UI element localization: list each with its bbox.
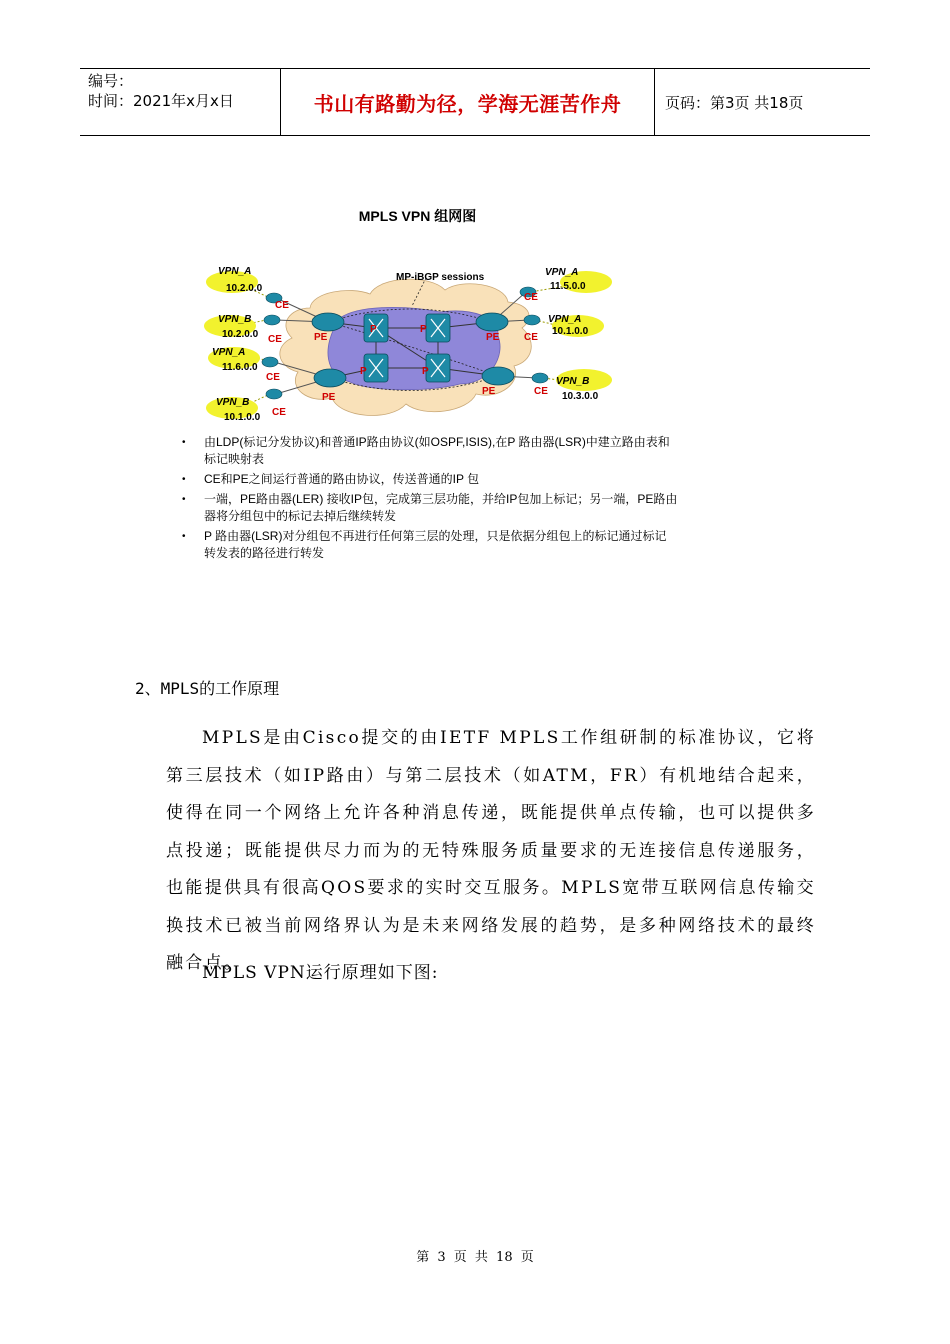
right-site-1-vpn: VPN_A <box>545 267 579 278</box>
pe-label-2: PE <box>322 392 336 403</box>
note-item: • 一端，PE路由器(LER) 接收IP包，完成第三层功能，并给IP包加上标记；另一端，PE路由器将分组包中的标记去掉后继续转发 <box>182 492 678 523</box>
figure-notes <box>178 434 678 565</box>
left-site-1-vpn: VPN_A <box>218 266 252 277</box>
ce-label-l2: CE <box>268 334 282 345</box>
header-meta <box>80 69 281 135</box>
ce-label-l3: CE <box>266 372 280 383</box>
note-item: • 由LDP(标记分发协议)和普通IP路由协议(如OSPF,ISIS),在P 路由器(LSR)中建立路由表和标记映射表 <box>182 435 670 466</box>
note-item: • CE和PE之间运行普通的路由协议，传送普通的IP 包 <box>182 472 480 486</box>
right-site-2-net: 10.1.0.0 <box>552 326 589 337</box>
right-site-3-net: 10.3.0.0 <box>562 391 599 402</box>
header-page-info: 页码：第3页 共18页 <box>665 93 804 112</box>
ce-label-r2: CE <box>524 332 538 343</box>
left-site-2-vpn: VPN_B <box>218 314 252 325</box>
page-header <box>80 68 870 136</box>
note-item: • P 路由器(LSR)对分组包不再进行任何第三层的处理，只是依据分组包上的标记通过标记转发表的路径进行转发 <box>182 529 667 560</box>
right-site-1-net: 11.5.0.0 <box>550 281 586 292</box>
header-number-label: 编号： <box>88 72 134 90</box>
mpls-core <box>328 307 500 389</box>
ce-label-l4: CE <box>272 407 286 418</box>
right-site-3-vpn: VPN_B <box>556 376 590 387</box>
header-motto: 书山有路勤为径，学海无涯苦作舟 <box>281 69 655 135</box>
ce-label-r3: CE <box>534 386 548 397</box>
header-date-label: 时间：2021年x月x日 <box>88 92 234 110</box>
right-site-2-vpn: VPN_A <box>548 314 582 325</box>
mpls-vpn-diagram <box>200 256 620 428</box>
p-label-3: P <box>360 366 367 377</box>
pe-label-4: PE <box>482 386 496 397</box>
pe-label-1: PE <box>314 332 328 343</box>
body-paragraph: MPLS是由Cisco提交的由IETF MPLS工作组研制的标准协议，它将第三层技术（如IP路由）与第二层技术（如ATM，FR）有机地结合起来，使得在同一个网络上允许各种消息传递，既能提供单点传输，也可以提供多点投递；既能提供尽力而为的无特殊服务质量要求的无连接信息传递服务，也能提供具有很高QOS要求的实时交互服务。MPLS宽带互联网信息传输交换技术已被当前网络界认为是未来网络发展的趋势，是多种网络技术的最终融合点。 <box>166 728 816 973</box>
left-site-4-net: 10.1.0.0 <box>224 412 261 423</box>
ce-label-r1: CE <box>524 292 538 303</box>
left-site-3-vpn: VPN_A <box>212 347 246 358</box>
left-site-3-net: 11.6.0.0 <box>222 362 258 373</box>
p-label-4: P <box>422 366 429 377</box>
left-site-1-net: 10.2.0.0 <box>226 283 263 294</box>
p-label-2: P <box>420 324 427 335</box>
body-paragraph-2: MPLS VPN运行原理如下图: <box>202 963 439 983</box>
p-label-1: P <box>370 324 377 335</box>
ce-label-l1: CE <box>275 300 289 311</box>
sessions-label: MP-iBGP sessions <box>396 272 485 283</box>
page-footer: 第 3 页 共 18 页 <box>416 1250 534 1265</box>
section-heading: 2、MPLS的工作原理 <box>135 679 280 698</box>
left-site-4-vpn: VPN_B <box>216 397 250 408</box>
pe-label-3: PE <box>486 332 500 343</box>
left-site-2-net: 10.2.0.0 <box>222 329 259 340</box>
figure-title: MPLS VPN 组网图 <box>358 208 477 224</box>
